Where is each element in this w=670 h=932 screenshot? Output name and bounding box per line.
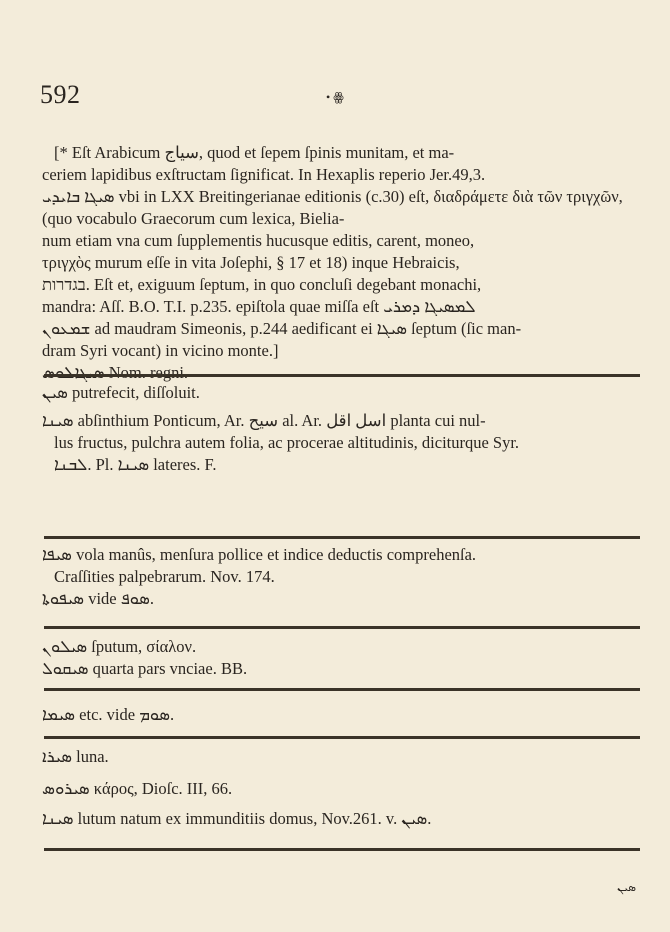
divider-rule <box>44 688 640 691</box>
note-block <box>42 142 642 384</box>
entry-group <box>42 382 642 404</box>
divider-rule <box>44 626 640 629</box>
dictionary-entry: ܣܝܡܐ etc. vide ܣܘܡ. <box>42 705 175 724</box>
dictionary-entry: ܣܝܦܘܬܐ vide ܣܘܦ. <box>42 589 155 608</box>
note-line: mandra: Aſſ. B.O. T.I. p.235. epiſtola quae miſſa eſt ܠܡܣܝܓܐ ܕܡܪܝ <box>42 297 476 316</box>
dictionary-entry: ܣܝܢܐ lutum natum ex immunditiis domus, Nov.261. v. ܣܝܢ. <box>42 809 432 828</box>
divider-rule <box>44 848 640 851</box>
note-line: ܣܝܓܐܠܘܣ Nom. regni. <box>42 363 189 382</box>
entry-group <box>42 746 642 830</box>
note-line: בגדרות. Eſt et, exiguum ſeptum, in quo concluſi degebant monachi, <box>42 275 482 294</box>
dictionary-entry: ܣܝܠܘܢ ſputum, σίαλον. <box>42 637 197 656</box>
divider-rule <box>44 536 640 539</box>
header-ornament: • ꙮ <box>326 90 344 104</box>
dictionary-entry: ܣܝܪܐ luna. <box>42 747 109 766</box>
dictionary-entry: ܣܝܢ putrefecit, diſſoluit. <box>42 383 200 402</box>
note-line: ceriem lapidibus exſtructam ſignificat. In Hexaplis reperio Jer.49,3. <box>42 165 486 184</box>
note-line: ܣܝܓܐ ܒܐܝܕܝ vbi in LXX Breitingerianae editionis (c.30) eſt, διαδράμετε διὰ τῶν τριγχῶν, (quo vocabulo Graecorum cum lexica, Bielia- <box>42 187 623 228</box>
catchword: ܣܝܢ <box>617 880 636 894</box>
note-line: τριγχὸς murum eſſe in vita Joſephi, § 17 et 18) inque Hebraicis, <box>42 253 460 272</box>
dictionary-entry-cont: ܠܒܢܐ. Pl. ܣܝܢܐ lateres. F. <box>54 455 217 474</box>
note-line: dram Syri vocant) in vicino monte.] <box>42 341 279 360</box>
dictionary-entry: ܣܝܢܐ abſinthium Ponticum, Ar. ﺳﻴﺢ al. Ar. ﺍﺳﻞ ﺍﻗﻞ planta cui nul- <box>42 411 486 430</box>
note-line: ܫܡܥܘܢ ad maudram Simeonis, p.244 aedificant ei ܣܝܓܐ ſeptum (ſic man- <box>42 319 522 338</box>
dictionary-entry: ܣܝܦܐ vola manûs, menſura pollice et indice deductis comprehenſa. <box>42 545 477 564</box>
page-number: 592 <box>40 80 81 109</box>
entry-group <box>42 410 642 476</box>
dictionary-entry: ܣܝܪܘܣ κάρος, Dioſc. III, 66. <box>42 779 233 798</box>
entry-group <box>42 636 642 680</box>
entry-group <box>42 704 642 726</box>
note-line: [* Eſt Arabicum ﺳﻴﺎﺝ, quod et ſepem ſpinis munitam, et ma- <box>54 143 455 162</box>
note-line: num etiam vna cum ſupplementis hucusque editis, carent, moneo, <box>42 231 475 250</box>
dictionary-entry: ܣܝܩܘܠ quarta pars vnciae. BB. <box>42 659 248 678</box>
dictionary-entry-cont: Craſſities palpebrarum. Nov. 174. <box>54 567 275 586</box>
dictionary-entry-cont: lus fructus, pulchra autem folia, ac procerae altitudinis, diciturque Syr. <box>54 433 520 452</box>
divider-rule <box>44 736 640 739</box>
divider-rule <box>44 374 640 377</box>
entry-group <box>42 544 642 610</box>
